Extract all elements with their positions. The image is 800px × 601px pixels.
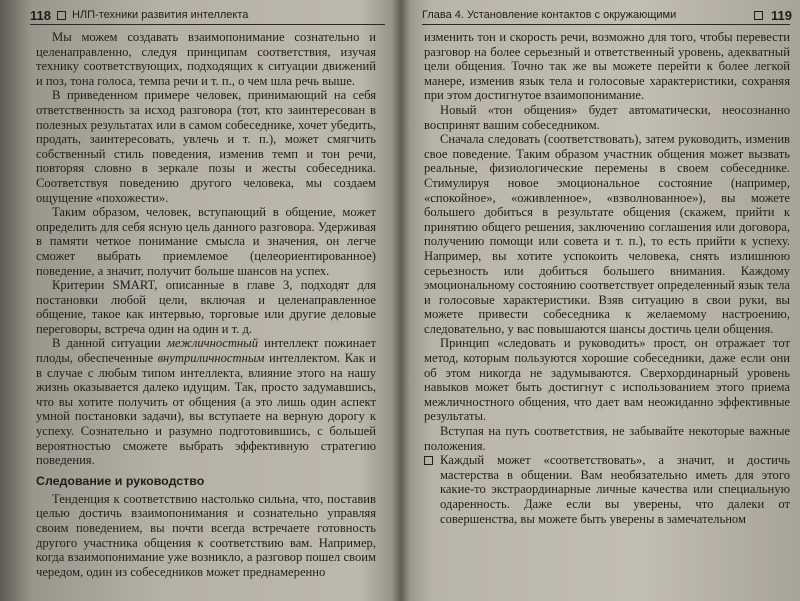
text-run: В данной ситуации <box>52 336 167 351</box>
paragraph: изменить тон и скорость речи, возможно для того, чтобы перевести разговор на более серьезный и ответственный уровень, адекватный цели общения. Точно так же вы можете перейти к более легкой манере, изменив язык тела и голосовые характеристики, сохраняя при этом достигнутое взаимопонимание. <box>424 30 790 103</box>
paragraph: Критерии SMART, описанные в главе 3, подходят для постановки любой цели, включая и целенаправленное общение, такое как интервью, торговые или другие деловые переговоры, встреча один на один и т. д. <box>36 278 376 336</box>
right-running-head-title: Глава 4. Установление контактов с окружающими <box>422 9 677 21</box>
left-running-head <box>30 6 248 24</box>
square-marker-icon <box>57 11 66 20</box>
left-body-text <box>36 30 376 579</box>
bullet-square-icon <box>424 456 433 465</box>
paragraph: Новый «тон общения» будет автоматически, неосознанно воспринят вашим собеседником. <box>424 102 790 132</box>
right-header-rule <box>422 24 790 25</box>
emphasis-intrapersonal: внутриличностным <box>157 351 265 366</box>
paragraph <box>36 336 376 467</box>
paragraph: В приведенном примере человек, принимающий на себя ответственность за исход разговора (тот, кто заинтересован в полезных результатах или в самом собеседнике, хочет убедить, продать, заинтересовать, увлечь и т. п.), может смягчить собственный стиль поведения, изменив темп и тон речи, повторяя словно в зеркале позы и жесты собеседника. Соответствуя поведению другого человека, мы создаем ощущение «похожести». <box>36 88 376 205</box>
bullet-item <box>424 453 790 526</box>
text-run: интеллект пожинает плоды, обеспеченные <box>36 336 376 366</box>
paragraph: Мы можем создавать взаимопонимание сознательно и целенаправленно, следуя принципам соответствия, изучая технику соответствующих, подходящих к ситуации движений и поз, тона голоса, темпа речи и т. п., о чем шла речь выше. <box>36 30 376 88</box>
bullet-text: Каждый может «соответствовать», а значит, и достичь мастерства в общении. Вам необязательно иметь для этого какие-то экстраординарные личные качества или специальную одаренность. Даже если вы уверены, что далеки от совершенства, вы можете быть уверены в замечательном <box>440 453 790 526</box>
right-page-number: 119 <box>771 7 792 23</box>
left-running-head-title: НЛП-техники развития интеллекта <box>71 9 249 21</box>
paragraph: Принцип «следовать и руководить» прост, он отражает тот метод, которым пользуются хорошие собеседники, даже если они об этом никогда не задумываются. Сверхординарный уровень навыков может быть достигнут с использованием этого приема межличностного общения, что дает вам неожиданно эффективные результаты. <box>424 336 790 424</box>
section-heading: Следование и руководство <box>36 473 205 488</box>
paragraph: Таким образом, человек, вступающий в общение, может определить для себя ясную цель данного разговора. Удерживая в памяти четкое понимание смысла и значения, он легче сможет выбрать приемлемое (целеориентированное) поведение, а значит, получит больше шансов на успех. <box>36 205 376 278</box>
paragraph: Сначала следовать (соответствовать), затем руководить, изменив свое поведение. Таким образом участник общения может вызвать реальные, физиологические перемены в своем собеседнике. Стимулируя новое эмоциональное состояние (например, «спокойное», «оживленное», «взволнованное»), вы можете большего добиться в результате общения (скажем, прийти к принятию общего решения, заключению соглашения или договора, получению помощи или совета и т. п.), то есть прийти к успеху. Например, вы хотите успокоить человека, снять излишнюю серьезность или добиться большего внимания. Каждому эмоциональному состоянию соответствует определенный язык тела и голосовые характеристики. Взяв ситуацию в свои руки, вы можете привести собеседника к желаемому настроению, следовательно, у вас повышаются шансы достичь цели общения. <box>424 132 790 336</box>
paragraph: Тенденция к соответствию настолько сильна, что, поставив целью достичь взаимопонимания и сознательно управляя своим поведением, вы почти всегда встречаете готовность другого участника общения к соответствию вам. Например, когда взаимопонимание уже возникло, а разговор пошел своим чередом, один из собеседников может преднамеренно <box>36 491 376 579</box>
right-page <box>408 0 800 601</box>
right-running-head <box>422 6 792 24</box>
emphasis-interpersonal: межличностный <box>166 336 258 351</box>
square-marker-icon <box>754 11 763 20</box>
left-page-number: 118 <box>30 7 51 23</box>
left-page <box>0 0 395 601</box>
paragraph: Вступая на путь соответствия, не забывайте некоторые важные положения. <box>424 424 790 453</box>
left-header-rule <box>30 24 385 25</box>
right-body-text <box>424 30 790 526</box>
text-run: интеллектом. Как и в случае с любым типом интеллекта, влияние этого на нашу жизнь оказывается далеко идущим. Так, просто задумавшись, что вы хотите получить от общения (а это лишь один аспект умной постановки задачи), вы вступаете на верную дорогу к успеху. Сознательно и разумно подготовившись, с большей вероятностью сможете выбрать эффективную стратегию поведения. <box>36 351 376 468</box>
